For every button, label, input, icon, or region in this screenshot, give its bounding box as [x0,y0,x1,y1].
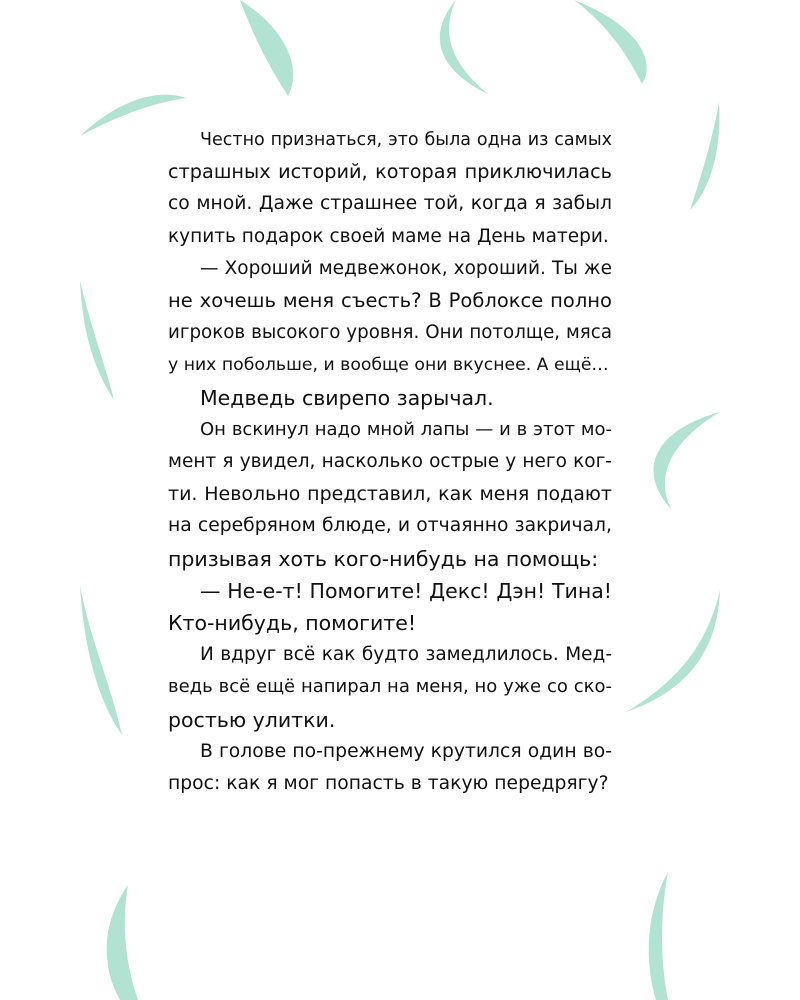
text-line: Кто-нибудь, помогите! [168,611,417,636]
text-line: Он вскинул надо мной лапы — и в этот мо- [200,418,612,440]
text-line: И вдруг всё как будто замедлилось. Мед- [200,644,612,666]
text-line: страшных историй, которая приключилась [168,160,612,184]
decorative-crescent-top-center [440,0,488,94]
text-line: — Хороший медвежонок, хороший. Ты же [200,257,612,279]
paragraph [168,382,612,414]
decorative-crescent-left-middle [80,280,114,400]
text-line: игроков высокого уровня. Они потолще, мяса [168,322,612,344]
paragraph [168,575,612,639]
decorative-crescent-top-right [574,0,647,84]
story-text [168,124,612,800]
decorative-crescent-bottom-left [107,885,138,1000]
decorative-crescent-top-left [240,0,293,96]
paragraph [168,124,612,253]
text-line: на серебряном блюде, и отчаянно закричал, [168,515,612,537]
decorative-crescent-bottom-right [649,872,668,1000]
text-line: ведь всё ещё напирал на меня, но уже со ско- [168,676,612,698]
text-line: В голове по-прежнему крутился один во- [200,740,612,762]
text-line: Медведь свирепо зарычал. [200,385,494,410]
text-line: ти. Невольно представил, как меня подают [168,483,612,506]
text-line: не хочешь меня съесть? В Роблоксе полно [168,289,612,313]
decorative-crescent-right-upper [690,102,719,210]
paragraph [168,414,612,575]
paragraph [168,639,612,736]
decorative-crescent-right-middle [654,412,720,510]
text-line: Честно признаться, это была одна из самых [200,130,612,150]
text-line: ростью улитки. [168,707,336,732]
text-line: мент я увидел, насколько острые у него ког- [168,451,612,473]
text-line: призывая хоть кого-нибудь на помощь: [168,546,599,571]
paragraph [168,736,612,800]
paragraph [168,253,612,382]
text-line: прос: как я мог попасть в такую передрягу? [168,773,609,795]
decorative-crescent-left-lower [80,585,122,735]
text-line: — Не-е-т! Помогите! Декс! Дэн! Тина! [200,578,612,603]
text-line: купить подарок своей маме на День матери. [168,225,609,247]
text-line: со мной. Даже страшнее той, когда я забыл [168,193,612,215]
text-line: у них побольше, и вообще они вкуснее. А ещё… [168,355,609,376]
decorative-crescent-right-lower [626,590,720,712]
